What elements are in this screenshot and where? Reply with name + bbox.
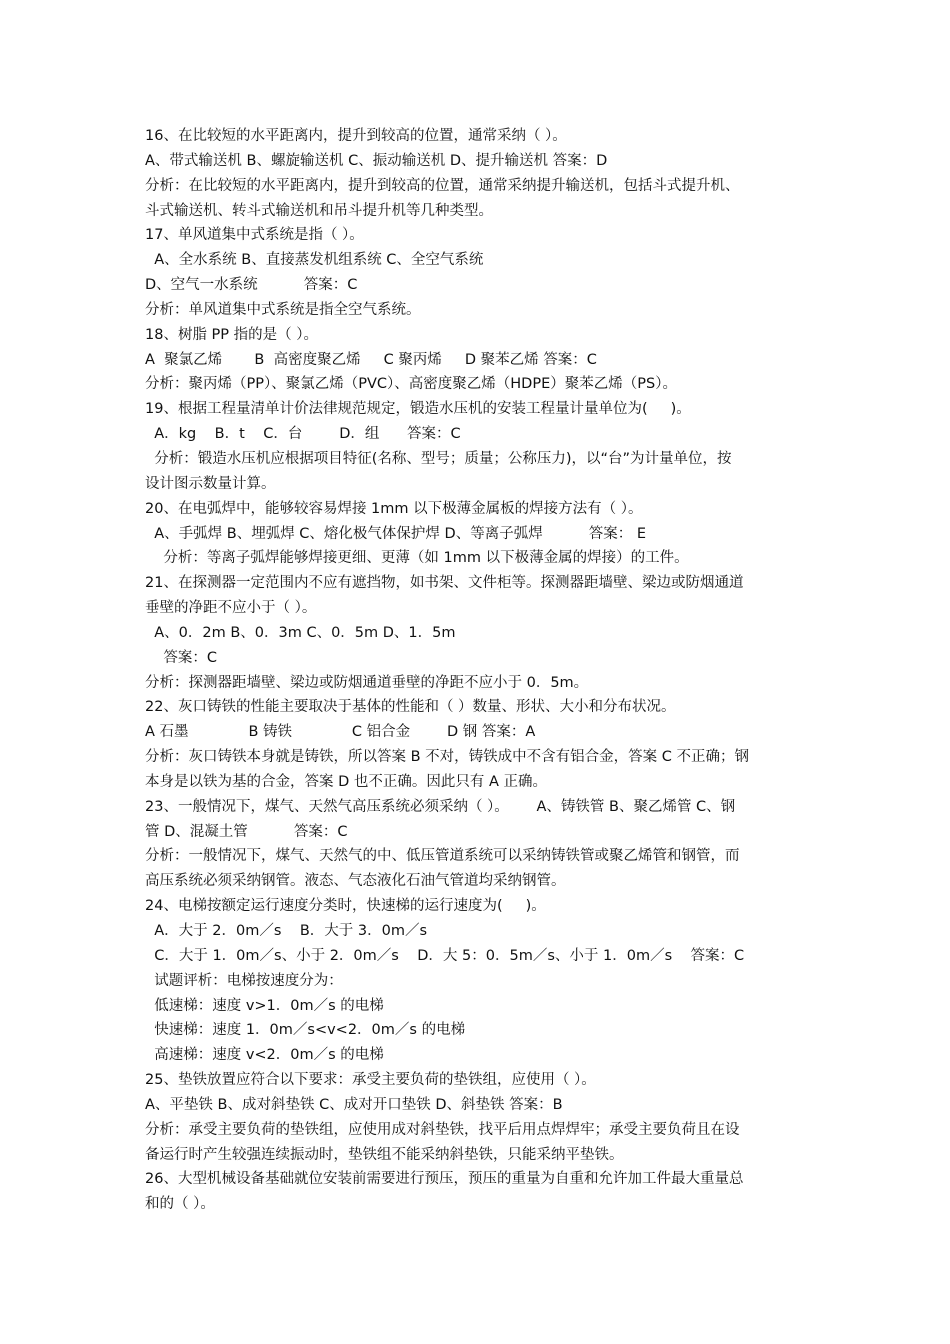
text-line: 分析：聚丙烯（PP）、聚氯乙烯（PVC）、高密度聚乙烯（HDPE）聚苯乙烯（PS）。: [145, 376, 677, 393]
text-line: 24、电梯按额定运行速度分类时，快速梯的运行速度为( )。: [145, 898, 546, 915]
text-line: 分析：探测器距墙壁、梁边或防烟通道垂壁的净距不应小于 0．5m。: [145, 674, 589, 691]
text-line: 和的（ ）。: [145, 1196, 215, 1213]
text-line: 分析：承受主要负荷的垫铁组，应使用成对斜垫铁，找平后用点焊焊牢；承受主要负荷且在设: [145, 1121, 740, 1138]
text-line: 管 D、混凝土管 答案：C: [145, 823, 348, 840]
text-line: A 石墨 B 铸铁 C 铝合金 D 钢 答案：A: [145, 724, 536, 741]
text-line: 分析：灰口铸铁本身就是铸铁，所以答案 B 不对，铸铁成中不含有铝合金，答案 C 不正确；钢: [145, 749, 750, 766]
text-line: 试题评析：电梯按速度分为：: [145, 972, 343, 989]
text-line: 答案：C: [145, 649, 218, 666]
text-line: 19、根据工程量清单计价法律规范规定，锻造水压机的安装工程量计量单位为( )。: [145, 401, 691, 418]
text-line: A、平垫铁 B、成对斜垫铁 C、成对开口垫铁 D、斜垫铁 答案：B: [145, 1096, 563, 1113]
text-line: 分析：一般情况下，煤气、天然气的中、低压管道系统可以采纳铸铁管或聚乙烯管和钢管，而: [145, 848, 740, 865]
text-line: 低速梯：速度 v>1．0m／s 的电梯: [145, 997, 384, 1014]
text-line: 16、在比较短的水平距离内，提升到较高的位置，通常采纳（ ）。: [145, 128, 567, 144]
text-line: 斗式输送机、转斗式输送机和吊斗提升机等几种类型。: [145, 202, 493, 219]
text-line: 分析：锻造水压机应根据项目特征(名称、型号；质量；公称压力)，以“台”为计量单位，按: [145, 450, 732, 467]
text-line: 分析：等离子弧焊能够焊接更细、更薄（如 1mm 以下极薄金属的焊接）的工件。: [145, 550, 689, 567]
text-line: A 聚氯乙烯 B 高密度聚乙烯 C 聚丙烯 D 聚苯乙烯 答案：C: [145, 351, 597, 368]
text-line: 23、一般情况下，煤气、天然气高压系统必须采纳（ ）。 A、铸铁管 B、聚乙烯管 C、钢: [145, 798, 736, 815]
text-line: A．大于 2．0m／s B．大于 3．0m／s: [145, 923, 427, 939]
text-line: A．kg B．t C．台 D．组 答案：C: [145, 426, 461, 443]
text-line: 17、单风道集中式系统是指（ ）。: [145, 227, 364, 244]
text-line: 本身是以铁为基的合金，答案 D 也不正确。因此只有 A 正确。: [145, 773, 548, 790]
text-line: A、全水系统 B、直接蒸发机组系统 C、全空气系统: [145, 252, 484, 269]
text-line: 18、树脂 PP 指的是（ ）。: [145, 326, 319, 343]
text-line: 22、灰口铸铁的性能主要取决于基体的性能和（ ）数量、形状、大小和分布状况。: [145, 699, 676, 716]
text-line: 设计图示数量计算。: [145, 475, 276, 492]
text-line: A、手弧焊 B、埋弧焊 C、熔化极气体保护焊 D、等离子弧焊 答案： E: [145, 525, 647, 542]
text-line: 快速梯：速度 1．0m／s<v<2．0m／s 的电梯: [145, 1022, 466, 1039]
text-line: C．大于 1．0m／s、小于 2．0m／s D．大 5：0．5m／s、小于 1．0m／s 答案：C: [145, 947, 745, 964]
text-line: 分析：单风道集中式系统是指全空气系统。: [145, 301, 421, 318]
text-line: 20、在电弧焊中，能够较容易焊接 1mm 以下极薄金属板的焊接方法有（ ）。: [145, 500, 643, 517]
text-line: D、空气一水系统 答案：C: [145, 277, 358, 294]
text-line: 26、大型机械设备基础就位安装前需要进行预压，预压的重量为自重和允许加工件最大重量总: [145, 1171, 744, 1188]
text-line: 25、垫铁放置应符合以下要求：承受主要负荷的垫铁组，应使用（ ）。: [145, 1072, 596, 1089]
text-line: A、带式输送机 B、螺旋输送机 C、振动输送机 D、提升输送机 答案：D: [145, 152, 608, 169]
text-line: 21、在探测器一定范围内不应有遮挡物，如书架、文件柜等。探测器距墙壁、梁边或防烟通道: [145, 575, 744, 592]
text-line: 备运行时产生较强连续振动时，垫铁组不能采纳斜垫铁，只能采纳平垫铁。: [145, 1146, 624, 1163]
text-line: A、0．2m B、0．3m C、0．5m D、1．5m: [145, 624, 456, 641]
text-line: 垂壁的净距不应小于（ ）。: [145, 600, 317, 617]
text-line: 高压系统必须采纳钢管。液态、气态液化石油气管道均采纳钢管。: [145, 873, 566, 890]
text-line: 分析：在比较短的水平距离内，提升到较高的位置，通常采纳提升输送机，包括斗式提升机、: [145, 177, 740, 194]
text-line: 高速梯：速度 v<2．0m／s 的电梯: [145, 1047, 384, 1064]
document-body: [145, 124, 815, 1217]
